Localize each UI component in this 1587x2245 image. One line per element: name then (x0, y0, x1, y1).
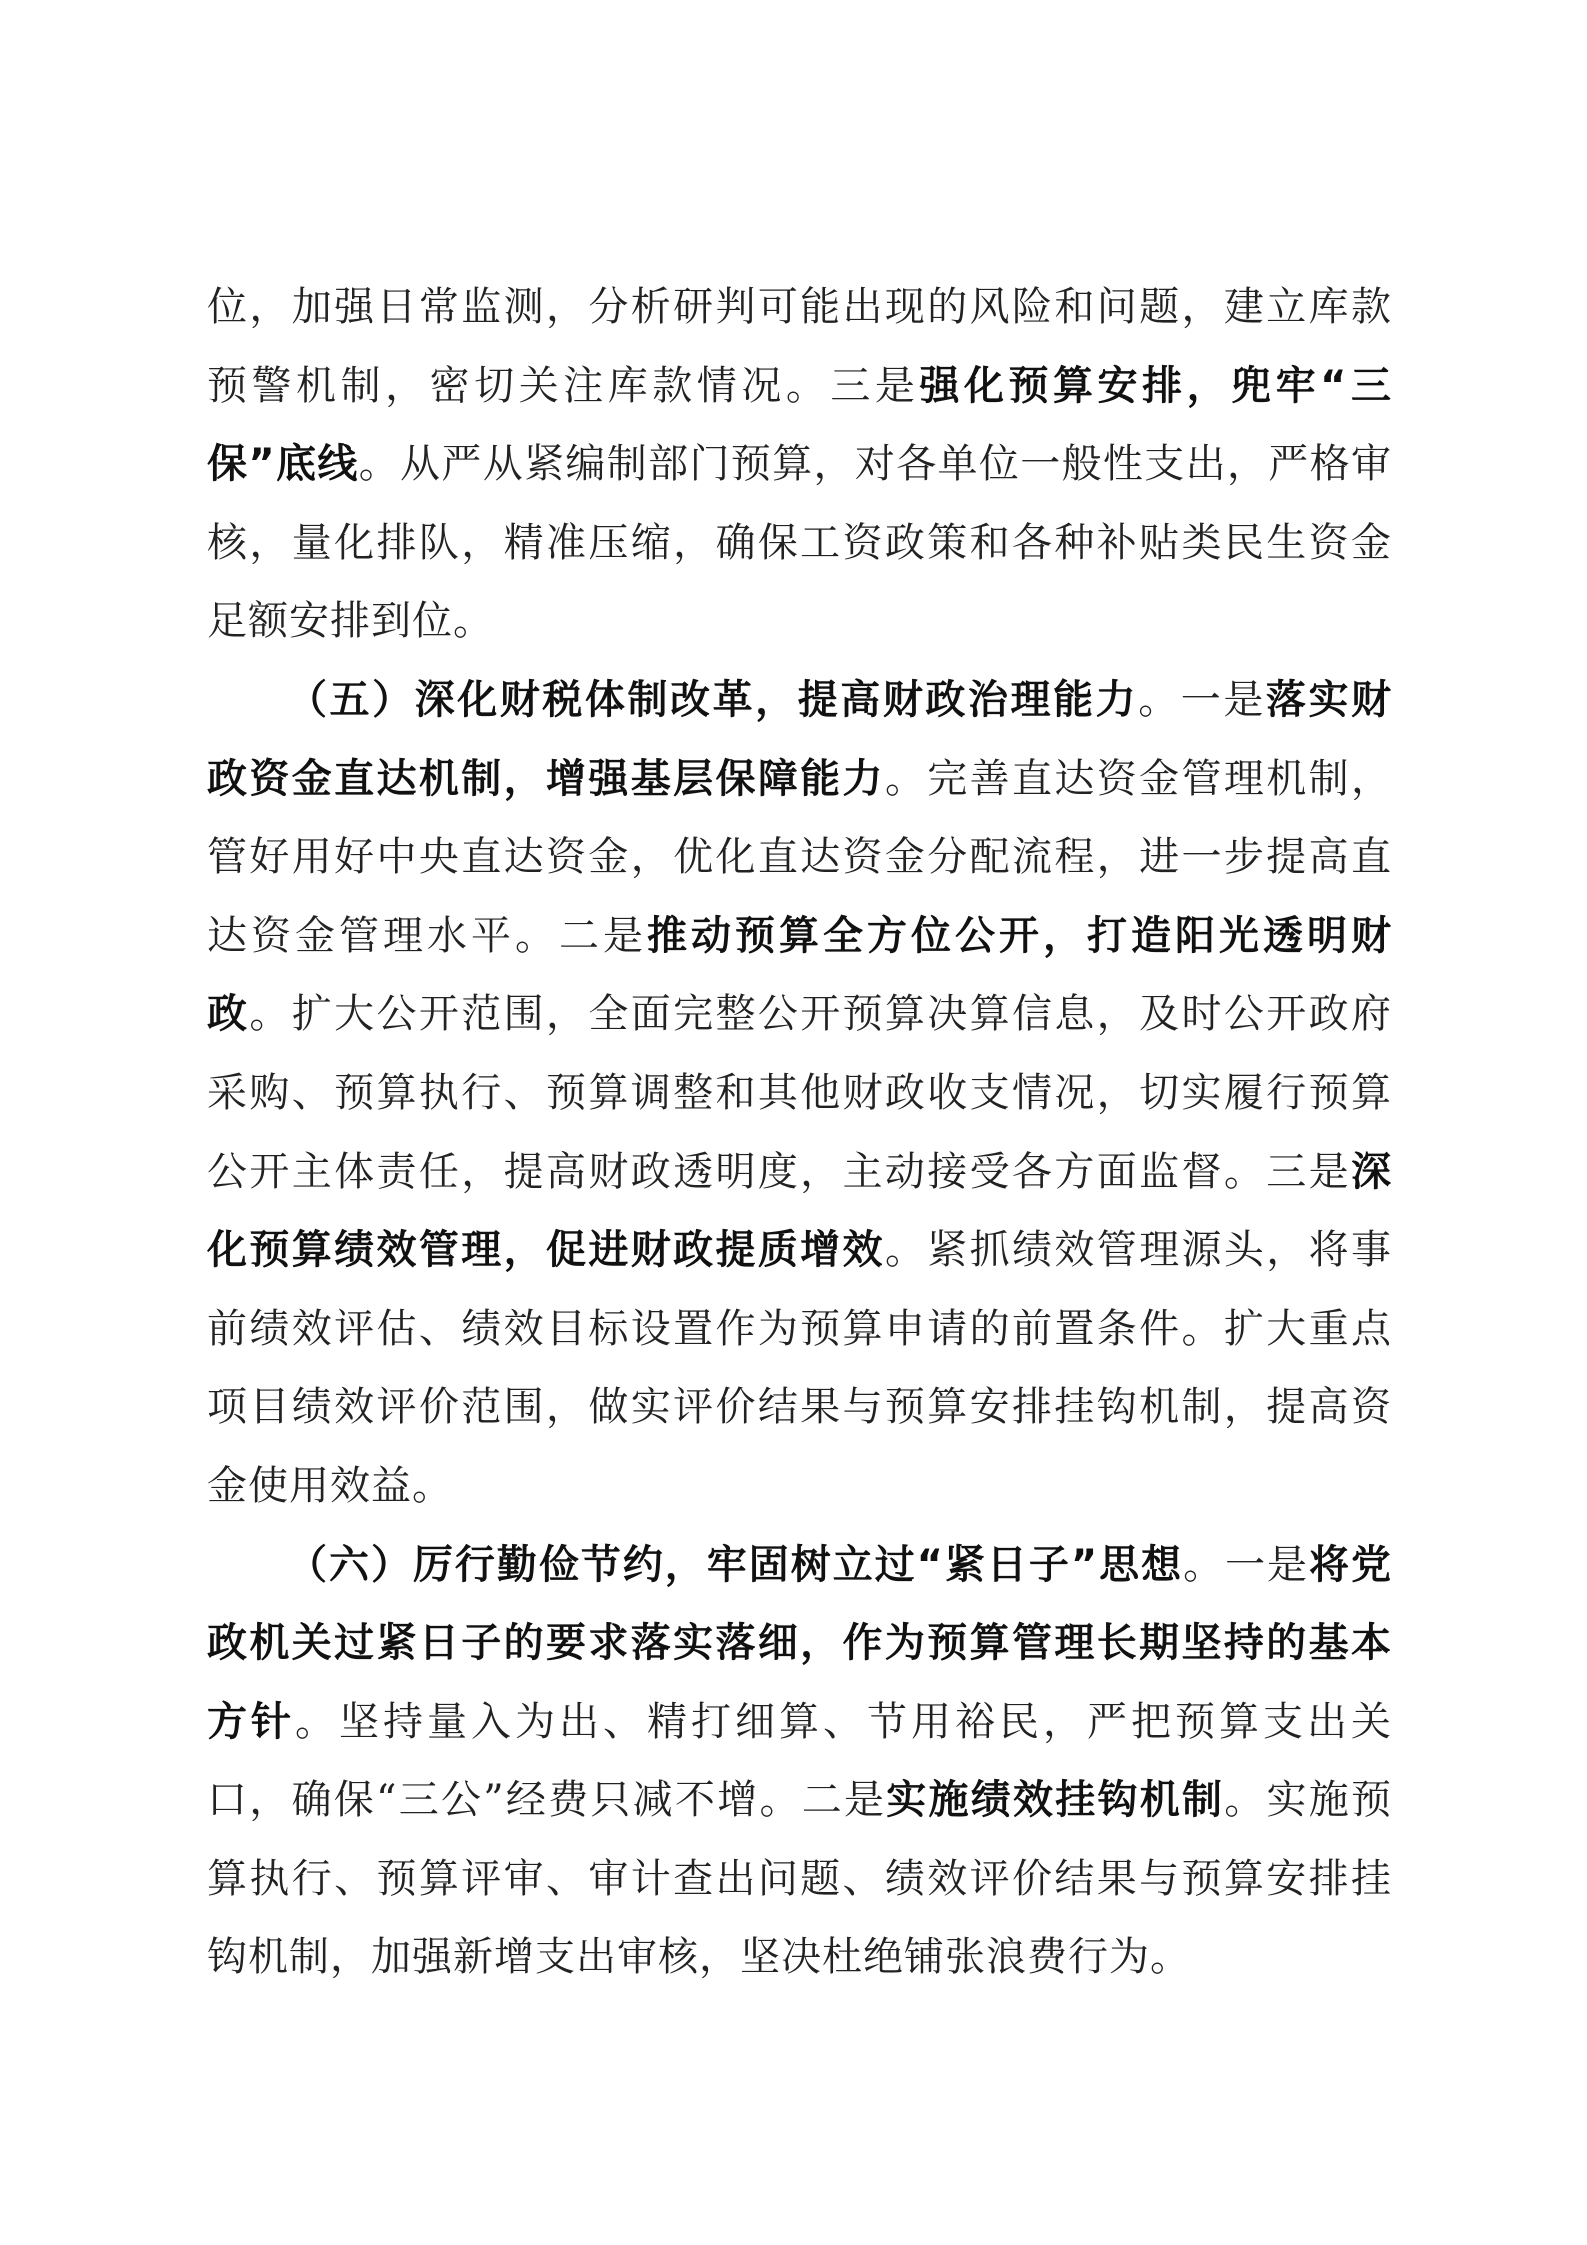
bold-run: 深化预算绩效管理，促进财政提质增效 (207, 1148, 1392, 1274)
text-run: 。完善直达资金管理机制，管好用好中央直达资金，优化直达资金分配流程，进一步提高直达资金管理水平。二是 (207, 755, 1393, 959)
text-run: 。一是 (1183, 1541, 1310, 1588)
bold-run: 推动预算全方位公开，打造阳光透明财政 (207, 912, 1392, 1038)
text-run: 。实施预算执行、预算评审、审计查出问题、绩效评价结果与预算安排挂钩机制，加强新增支出审核，坚决杜绝铺张浪费行为。 (207, 1777, 1393, 1981)
text-run: 位，加强日常监测，分析研判可能出现的风险和问题，建立库款预警机制，密切关注库款情况。三是 (207, 284, 1392, 409)
text-run: 。紧抓绩效管理源头，将事前绩效评估、绩效目标设置作为预算申请的前置条件。扩大重点项目绩效评价范围，做实评价结果与预算安排挂钩机制，提高资金使用效益。 (207, 1227, 1393, 1509)
bold-run: 强化预算安排，兜牢“三保”底线 (207, 362, 1392, 488)
bold-run: 落实财政资金直达机制，增强基层保障能力 (207, 676, 1393, 802)
text-run: 。从严从紧编制部门预算，对各单位一般性支出，严格审核，量化排队，精准压缩，确保工资政策和各种补贴类民生资金足额安排到位。 (207, 441, 1393, 645)
text-run: 。扩大公开范围，全面完整公开预算决算信息，及时公开政府采购、预算执行、预算调整和其他财政收支情况，切实履行预算公开主体责任，提高财政透明度，主动接受各方面监督。三是 (207, 991, 1393, 1195)
paragraph-budget-arrangement (207, 268, 1392, 661)
text-run: 。一是 (1138, 676, 1266, 723)
text-run: 。坚持量入为出、精打细算、节用裕民，严把预算支出关口，确保“三公”经费只减不增。二是 (207, 1698, 1392, 1824)
bold-run: 将党政机关过紧日子的要求落实落细，作为预算管理长期坚持的基本方针 (207, 1541, 1393, 1745)
bold-run: 实施绩效挂钩机制 (886, 1777, 1225, 1824)
section-heading: （六）厉行勤俭节约，牢固树立过“紧日子”思想 (287, 1541, 1184, 1588)
paragraph-section-five (207, 661, 1392, 1526)
paragraph-section-six (207, 1526, 1392, 1998)
section-heading: （五）深化财税体制改革，提高财政治理能力 (287, 676, 1139, 723)
